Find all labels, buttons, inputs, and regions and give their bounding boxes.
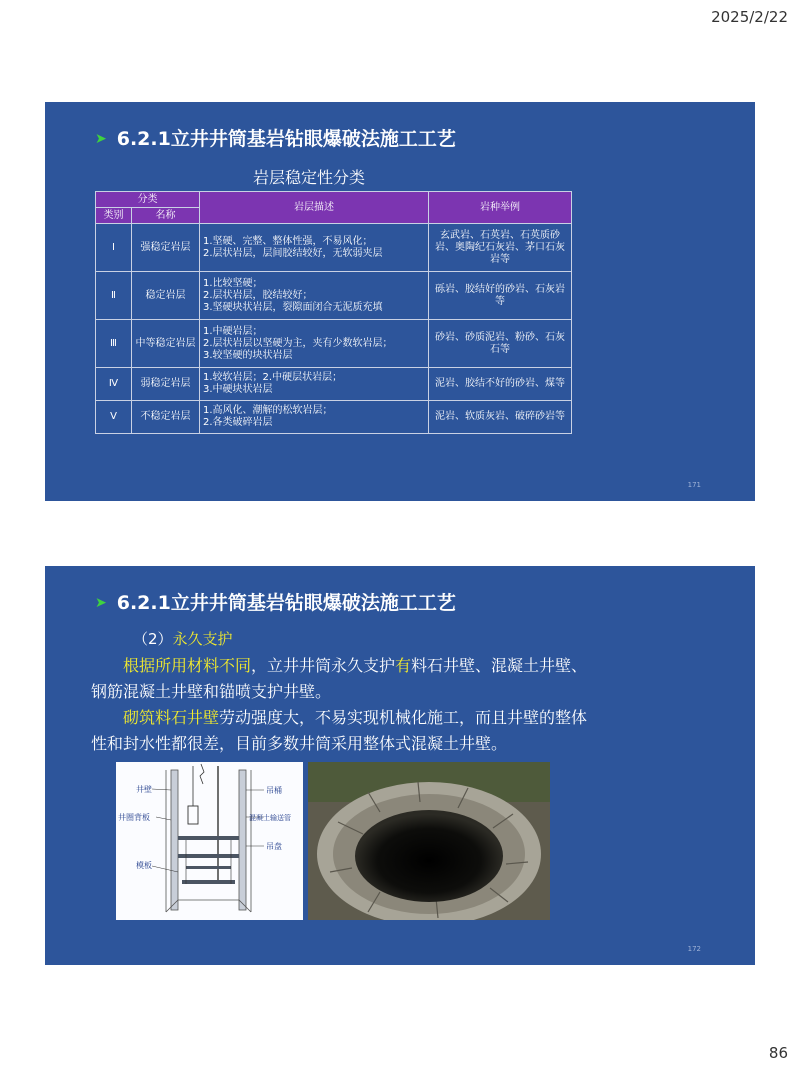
row-examples: 砂岩、砂质泥岩、粉砂、石灰石等 (429, 320, 572, 368)
table-header-examples: 岩种举例 (429, 192, 572, 224)
row-examples: 泥岩、胶结不好的砂岩、煤等 (429, 368, 572, 401)
paragraph-text: 劳动强度大，不易实现机械化施工，而且井壁的整体性和封水性都很差，目前多数井筒采用整体式混凝土井壁。 (91, 708, 588, 753)
table-caption: 岩层稳定性分类 (253, 168, 366, 187)
stone-well-photo (308, 762, 550, 920)
rock-stability-table (95, 191, 572, 434)
diagram-label: 井壁 (136, 785, 152, 794)
highlight-text: 根据所用材料不同 (123, 656, 252, 675)
highlight-text: 有 (395, 656, 412, 675)
stone-well-graphic (308, 762, 550, 920)
slide-title (95, 124, 456, 151)
row-name: 弱稳定岩层 (132, 368, 200, 401)
arrow-bullet-icon: ➤ (95, 595, 107, 611)
row-category: Ⅳ (96, 368, 132, 401)
page-number: 86 (768, 1044, 788, 1062)
shaft-lining-diagram (116, 762, 303, 920)
diagram-label: 混凝土输送管 (249, 814, 291, 822)
diagram-label: 吊盘 (266, 842, 282, 851)
table-header-category: 类别 (96, 208, 132, 224)
table-row (96, 272, 572, 320)
slide-172 (45, 566, 755, 965)
row-name: 稳定岩层 (132, 272, 200, 320)
diagram-label: 吊桶 (266, 786, 282, 795)
section-title: 永久支护 (172, 630, 233, 648)
section-number: （2） (133, 630, 173, 648)
paragraph-text: ，立井井筒永久支护 (251, 656, 396, 675)
row-name: 中等稳定岩层 (132, 320, 200, 368)
diagram-label: 模板 (136, 861, 152, 870)
slide-number: 172 (687, 945, 701, 953)
page-date: 2025/2/22 (711, 8, 788, 26)
row-category: Ⅲ (96, 320, 132, 368)
table-header-group: 分类 (96, 192, 200, 208)
highlight-text: 砌筑料石井壁 (123, 708, 220, 727)
table-header-name: 名称 (132, 208, 200, 224)
row-description: 1.比较坚硬； 2.层状岩层，胶结较好； 3.坚硬块状岩层，裂隙面闭合无泥质充填 (200, 272, 429, 320)
shaft-diagram-graphic (116, 762, 303, 920)
row-category: Ⅱ (96, 272, 132, 320)
table-row (96, 224, 572, 272)
paragraph-materials (91, 653, 591, 705)
row-examples: 砾岩、胶结好的砂岩、石灰岩等 (429, 272, 572, 320)
row-description: 1.高风化、潮解的松软岩层； 2.各类破碎岩层 (200, 401, 429, 434)
table-header-description: 岩层描述 (200, 192, 429, 224)
table-row (96, 320, 572, 368)
row-description: 1.坚硬、完整、整体性强，不易风化； 2.层状岩层，层间胶结较好，无软弱夹层 (200, 224, 429, 272)
slide-171 (45, 102, 755, 501)
slide-title-text: 6.2.1立井井筒基岩钻眼爆破法施工工艺 (116, 592, 456, 614)
section-heading (133, 628, 233, 649)
table-row (96, 368, 572, 401)
paragraph-text: 料石井壁、混凝土井壁、钢筋混凝土井壁和锚喷支护井壁。 (91, 656, 588, 701)
row-name: 强稳定岩层 (132, 224, 200, 272)
row-examples: 玄武岩、石英岩、石英质砂岩、奥陶纪石灰岩、茅口石灰岩等 (429, 224, 572, 272)
row-description: 1.较软岩层；2.中硬层状岩层； 3.中硬块状岩层 (200, 368, 429, 401)
row-description: 1.中硬岩层； 2.层状岩层以坚硬为主，夹有少数软岩层； 3.较坚硬的块状岩层 (200, 320, 429, 368)
arrow-bullet-icon: ➤ (95, 131, 107, 147)
diagram-label: 井圈背板 (118, 813, 150, 822)
paragraph-masonry (91, 705, 591, 757)
row-examples: 泥岩、软质灰岩、破碎砂岩等 (429, 401, 572, 434)
slide-number: 171 (687, 481, 701, 489)
row-category: Ⅰ (96, 224, 132, 272)
slide-title-text: 6.2.1立井井筒基岩钻眼爆破法施工工艺 (116, 128, 456, 150)
row-name: 不稳定岩层 (132, 401, 200, 434)
row-category: Ⅴ (96, 401, 132, 434)
slide-title (95, 588, 456, 615)
table-row (96, 401, 572, 434)
